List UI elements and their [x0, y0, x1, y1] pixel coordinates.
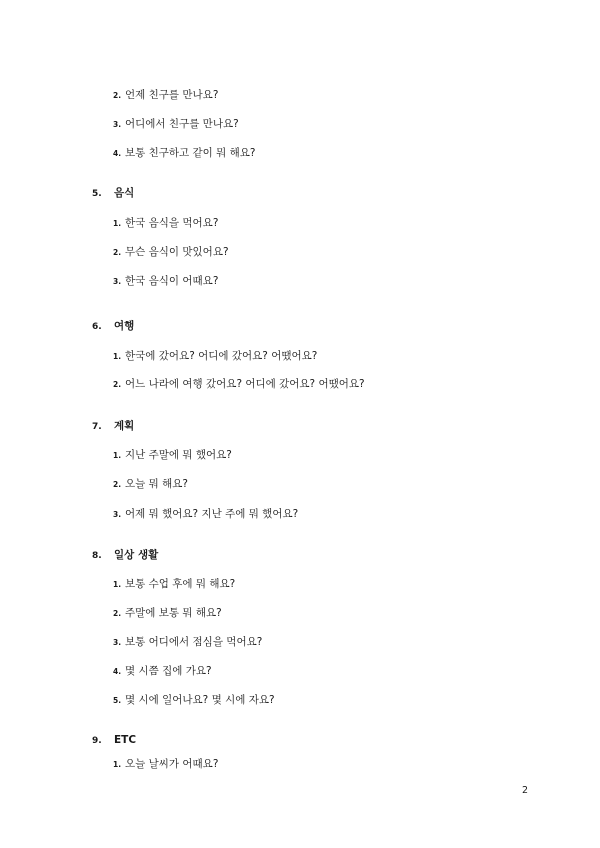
- question-text: 어디에서 친구를 만나요?: [125, 118, 239, 130]
- question-item: [113, 507, 298, 522]
- question-number: 5.: [113, 696, 122, 705]
- section-title: 계획: [114, 420, 135, 432]
- question-number: 2.: [113, 480, 122, 489]
- section-number: 6.: [92, 322, 102, 332]
- section-number: 8.: [92, 551, 102, 561]
- question-number: 2.: [113, 380, 122, 389]
- question-text: 주말에 보통 뭐 해요?: [125, 607, 222, 619]
- section-title: 여행: [114, 320, 135, 332]
- question-item: [113, 448, 232, 463]
- question-item: [113, 477, 188, 492]
- question-number: 1.: [113, 451, 122, 460]
- section-number: 5.: [92, 189, 102, 199]
- question-number: 2.: [113, 91, 122, 100]
- question-number: 3.: [113, 638, 122, 647]
- question-number: 1.: [113, 219, 122, 228]
- question-text: 한국에 갔어요? 어디에 갔어요? 어땠어요?: [125, 350, 318, 362]
- question-item: [113, 245, 229, 260]
- question-number: 1.: [113, 580, 122, 589]
- question-item: [113, 577, 235, 592]
- question-text: 몇 시쯤 집에 가요?: [125, 665, 212, 677]
- question-number: 4.: [113, 667, 122, 676]
- question-text: 어느 나라에 여행 갔어요? 어디에 갔어요? 어땠어요?: [125, 378, 365, 390]
- section-heading: [92, 186, 134, 201]
- question-text: 오늘 날씨가 어때요?: [125, 758, 219, 770]
- question-item: [113, 377, 365, 392]
- page-number: 2: [522, 785, 529, 796]
- section-heading: [92, 548, 158, 563]
- question-item: [113, 349, 317, 364]
- question-item: [113, 216, 218, 231]
- section-number: 9.: [92, 736, 102, 746]
- question-text: 보통 수업 후에 뭐 해요?: [125, 578, 236, 590]
- question-item: [113, 757, 218, 772]
- question-text: 언제 친구를 만나요?: [125, 89, 219, 101]
- section-title: 음식: [114, 187, 135, 199]
- question-number: 3.: [113, 120, 122, 129]
- section-heading: [92, 733, 136, 748]
- question-item: [113, 146, 256, 161]
- question-text: 지난 주말에 뭐 했어요?: [125, 449, 232, 461]
- question-text: 한국 음식을 먹어요?: [125, 217, 219, 229]
- question-item: [113, 274, 218, 289]
- question-number: 3.: [113, 277, 122, 286]
- question-item: [113, 606, 222, 621]
- question-text: 보통 어디에서 점심을 먹어요?: [125, 636, 263, 648]
- question-text: 보통 친구하고 같이 뭐 해요?: [125, 147, 256, 159]
- question-text: 몇 시에 일어나요? 몇 시에 자요?: [125, 694, 275, 706]
- question-text: 어제 뭐 했어요? 지난 주에 뭐 했어요?: [125, 508, 299, 520]
- question-number: 3.: [113, 510, 122, 519]
- section-heading: [92, 419, 134, 434]
- question-text: 한국 음식이 어때요?: [125, 275, 219, 287]
- question-number: 2.: [113, 609, 122, 618]
- question-text: 무슨 음식이 맛있어요?: [125, 246, 229, 258]
- section-heading: [92, 319, 134, 334]
- question-item: [113, 117, 239, 132]
- question-number: 4.: [113, 149, 122, 158]
- question-text: 오늘 뭐 해요?: [125, 478, 188, 490]
- question-number: 1.: [113, 760, 122, 769]
- question-number: 1.: [113, 352, 122, 361]
- question-number: 2.: [113, 248, 122, 257]
- section-title: ETC: [114, 734, 137, 746]
- question-item: [113, 635, 262, 650]
- section-number: 7.: [92, 422, 102, 432]
- section-title: 일상 생활: [114, 549, 159, 561]
- question-item: [113, 664, 212, 679]
- question-item: [113, 88, 218, 103]
- question-item: [113, 693, 275, 708]
